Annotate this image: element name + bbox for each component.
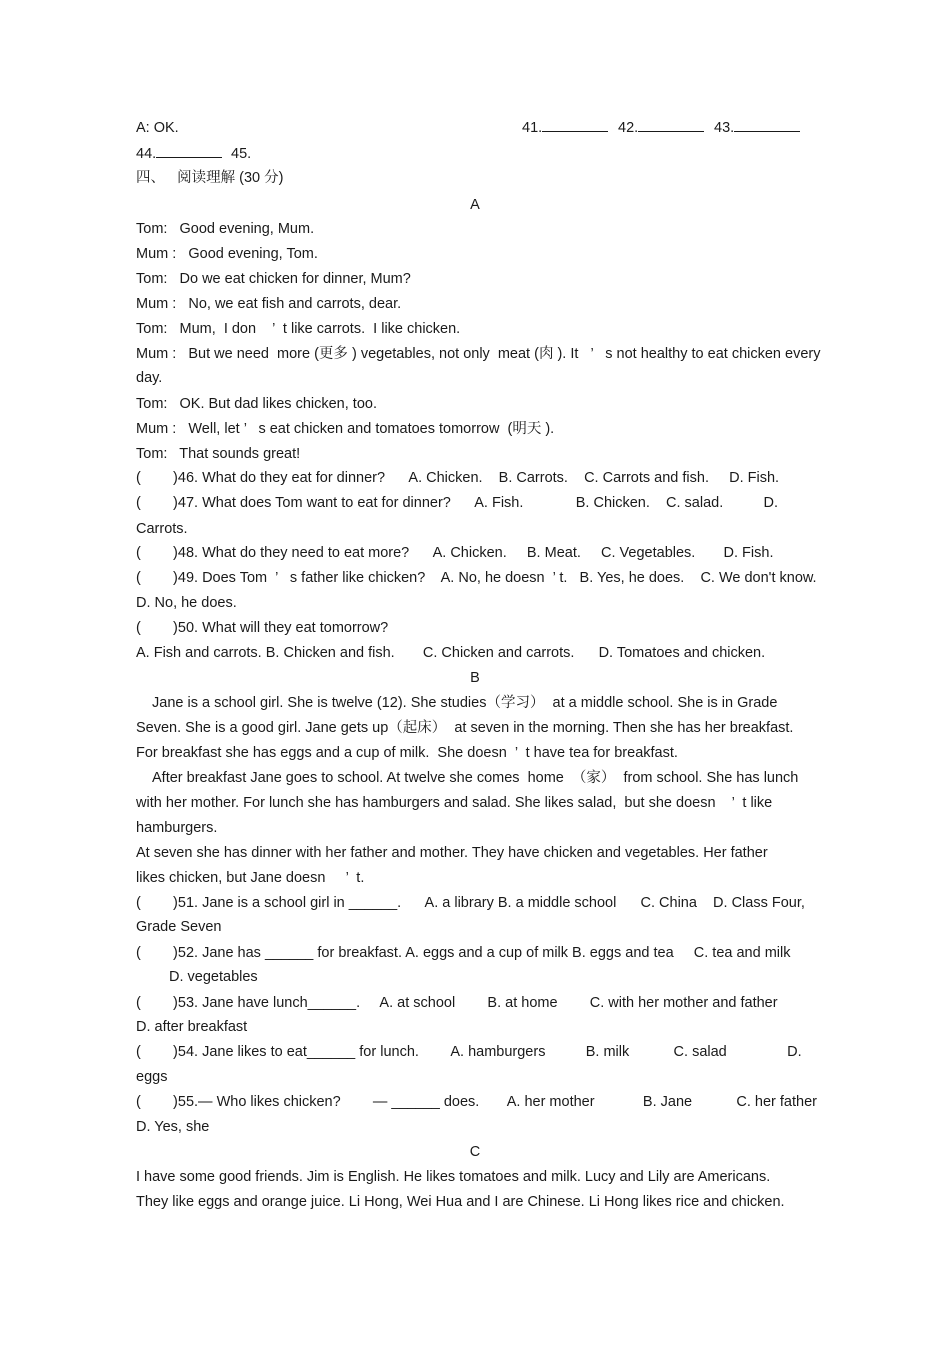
question-51: ( )51. Jane is a school girl in ______. A. a library B. a middle school C. China D. Class Four,: [136, 895, 805, 911]
question-53: ( )53. Jane have lunch______. A. at school B. at home C. with her mother and father: [136, 995, 778, 1011]
blank-line: [734, 119, 800, 132]
question-47-cont: Carrots.: [136, 521, 188, 537]
question-53-cont: D. after breakfast: [136, 1019, 248, 1035]
question-50: ( )50. What will they eat tomorrow?: [136, 620, 389, 636]
dialogue-line: Tom: Good evening, Mum.: [136, 221, 315, 237]
answer-blank-45: [231, 145, 251, 163]
blank-number: 44.: [136, 146, 157, 162]
dialogue-line: day.: [136, 370, 163, 386]
blank-line: [542, 119, 608, 132]
question-52-cont: D. vegetables: [169, 969, 258, 985]
question-46: ( )46. What do they eat for dinner? A. Chicken. B. Carrots. C. Carrots and fish. D. Fish.: [136, 470, 780, 486]
dialogue-line: Mum : But we need more (更多 ) vegetables, not only meat (肉 ). It ’ s not healthy to eat chicken every: [136, 346, 821, 362]
blank-number: 41.: [522, 120, 543, 136]
dialogue-line: Mum : Good evening, Tom.: [136, 246, 318, 262]
passage-a-heading: A: [470, 197, 480, 213]
blank-number: 42.: [618, 120, 639, 136]
paragraph-line: with her mother. For lunch she has hamburgers and salad. She likes salad, but she doesn ’ t like: [136, 795, 773, 811]
paragraph-line: At seven she has dinner with her father and mother. They have chicken and vegetables. Her father: [136, 845, 768, 861]
answer-blank-44: [136, 145, 222, 163]
paragraph-line: Jane is a school girl. She is twelve (12). She studies（学习） at a middle school. She is in Grade: [152, 695, 778, 711]
question-48: ( )48. What do they need to eat more? A. Chicken. B. Meat. C. Vegetables. D. Fish.: [136, 545, 774, 561]
question-47: ( )47. What does Tom want to eat for dinner? A. Fish. B. Chicken. C. salad. D.: [136, 495, 779, 511]
paragraph-line: They like eggs and orange juice. Li Hong, Wei Hua and I are Chinese. Li Hong likes rice and chicken.: [136, 1194, 785, 1210]
blank-line: [638, 119, 704, 132]
blank-number: 45.: [231, 146, 252, 162]
dialogue-line: Tom: OK. But dad likes chicken, too.: [136, 396, 377, 412]
answer-blank-41: [522, 119, 608, 137]
passage-c-heading: C: [469, 1144, 481, 1160]
answer-blank-42: [618, 119, 704, 137]
passage-b-heading: B: [470, 670, 480, 686]
question-49-cont: D. No, he does.: [136, 595, 237, 611]
answer-blank-43: [714, 119, 800, 137]
paragraph-line: hamburgers.: [136, 820, 218, 836]
question-52: ( )52. Jane has ______ for breakfast. A. eggs and a cup of milk B. eggs and tea C. tea and milk: [136, 945, 791, 961]
dialogue-line: Mum : Well, let ’ s eat chicken and tomatoes tomorrow (明天 ).: [136, 421, 555, 437]
question-50-options: A. Fish and carrots. B. Chicken and fish. C. Chicken and carrots. D. Tomatoes and chicken.: [136, 645, 766, 661]
question-51-cont: Grade Seven: [136, 919, 222, 935]
blank-line: [156, 145, 222, 158]
section-heading: 四、 阅读理解 (30 分): [136, 170, 284, 186]
question-54-cont: eggs: [136, 1069, 168, 1085]
dialogue-line: Tom: Do we eat chicken for dinner, Mum?: [136, 271, 411, 287]
question-55-cont: D. Yes, she: [136, 1119, 210, 1135]
dialogue-line: Tom: Mum, I don ’ t like carrots. I like chicken.: [136, 321, 461, 337]
dialogue-line: Tom: That sounds great!: [136, 446, 301, 462]
blank-number: 43.: [714, 120, 735, 136]
question-54: ( )54. Jane likes to eat______ for lunch. A. hamburgers B. milk C. salad D.: [136, 1044, 802, 1060]
text-line: A: OK.: [136, 120, 179, 136]
paragraph-line: For breakfast she has eggs and a cup of milk. She doesn ’ t have tea for breakfast.: [136, 745, 678, 761]
question-49: ( )49. Does Tom ’ s father like chicken? A. No, he doesn ’ t. B. Yes, he does. C. We don't know.: [136, 570, 817, 586]
paragraph-line: Seven. She is a good girl. Jane gets up（起床） at seven in the morning. Then she has her breakfast.: [136, 720, 794, 736]
question-55: ( )55.— Who likes chicken? — ______ does. A. her mother B. Jane C. her father: [136, 1094, 817, 1110]
paragraph-line: I have some good friends. Jim is English. He likes tomatoes and milk. Lucy and Lily are Americans.: [136, 1169, 771, 1185]
dialogue-line: Mum : No, we eat fish and carrots, dear.: [136, 296, 402, 312]
paragraph-line: likes chicken, but Jane doesn ’ t.: [136, 870, 365, 886]
paragraph-line: After breakfast Jane goes to school. At twelve she comes home （家） from school. She has lunch: [152, 770, 799, 786]
